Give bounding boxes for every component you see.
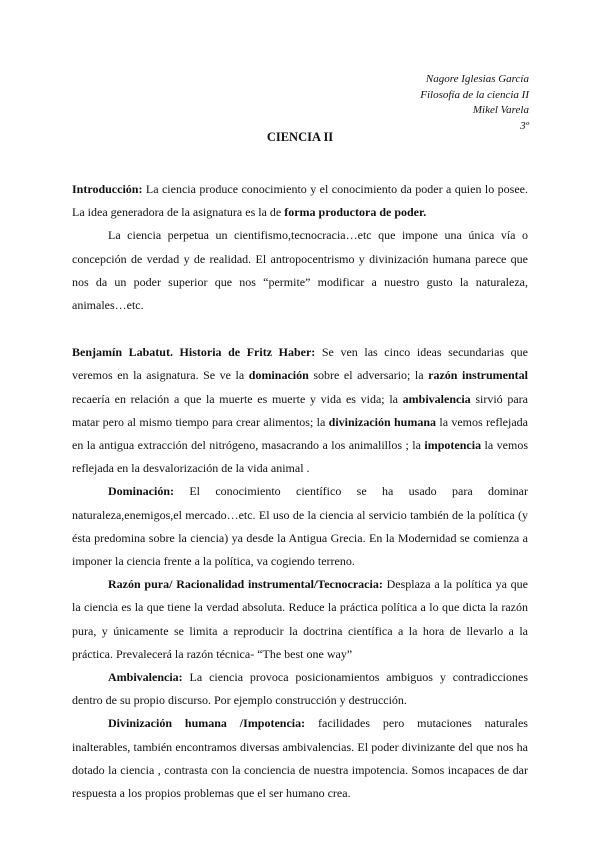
labatut-paragraph [72,341,528,480]
document-header [420,72,529,134]
document-body [72,178,528,805]
course-level: 3º [520,119,529,132]
intro-text: La ciencia produce conocimiento y el conocimiento da poder a quien lo posee. La idea generadora de la asignatura es la de [72,182,528,220]
document-title: CIENCIA II [266,130,334,144]
section-text: La ciencia provoca posicionamientos ambiguos y contradicciones dentro de su propio discurso. Por ejemplo construcción y destrucción. [72,670,528,708]
keyword-divinizacion: divinización humana [328,414,437,429]
section-ambivalencia [72,666,528,712]
section-label: Razón pura/ Racionalidad instrumental/Tecnocracia: [108,577,383,592]
section-text: El conocimiento científico se ha usado para dominar naturaleza,enemigos,el mercado…etc. El uso de la ciencia al servicio también de la política (y ésta predomina sobre la ciencia) ya desde la Antigua Grecia. En la Modernidad se comienza a imponer la ciencia frente a la política, va cogiendo terreno. [72,484,528,569]
section-text: Desplaza a la política ya que la ciencia es la que tiene la verdad absoluta. Reduce la práctica política a lo que dicta la razón pura, y únicamente se limita a reproducir la doctrina científica a la hora de llevarlo a la práctica. Prevalecerá la razón técnica- “The best one way” [72,577,528,661]
spacer [72,317,528,341]
section-text: facilidades pero mutaciones naturales inalterables, también encontramos diversas ambivalencias. El poder divinizante del que nos ha dotado la ciencia , contrasta con la conciencia de nuestra impotencia. Somos incapaces de dar respuesta a los propios problemas que el ser humano crea. [72,716,528,801]
labatut-text: recaería en relación a que la muerte es muerte y vida es vida; la [72,391,403,406]
labatut-text: Se ven las cinco ideas secundarias que veremos en la asignatura. Se ve la [72,345,528,383]
labatut-text: sobre el adversario; la [308,368,429,383]
intro-paragraph-2: La ciencia perpetua un cientifismo,tecnocracia…etc que impone una única vía o concepción de verdad y de realidad. El antropocentrismo y divinización humana parece que nos da un poder superior que nos “permite” modificar a nuestro gusto la naturaleza, animales…etc. [72,228,528,313]
keyword-impotencia: impotencia [424,438,482,453]
subject-name: Filosofía de la ciencia II [420,88,529,101]
keyword-dominacion: dominación [248,368,309,383]
labatut-text: sirvió para matar pero al mismo tiempo para crear alimentos; la [72,391,528,429]
labatut-text: la vemos reflejada en la desvalorización de la vida animal . [72,438,528,476]
section-divinizacion [72,712,528,805]
labatut-text: la vemos reflejada en la antigua extracción del nitrógeno, masacrando a los animalillos ; la [72,414,528,453]
author-name: Nagore Iglesias García [425,73,529,85]
intro-paragraph [72,178,528,224]
professor-name: Mikel Varela [472,104,529,117]
section-label: Ambivalencia: [108,670,183,685]
keyword-razon: razón instrumental [428,368,529,383]
keyword-ambivalencia: ambivalencia [402,391,471,406]
section-razon-pura [72,573,528,666]
section-label: Divinización humana /Impotencia: [108,716,306,731]
labatut-label: Benjamín Labatut. Historia de Fritz Haber: [72,345,316,360]
section-label: Dominación: [108,484,174,499]
intro-bold: forma productora de poder. [284,205,427,220]
section-dominacion [72,480,528,573]
intro-label: Introducción: [72,182,143,196]
